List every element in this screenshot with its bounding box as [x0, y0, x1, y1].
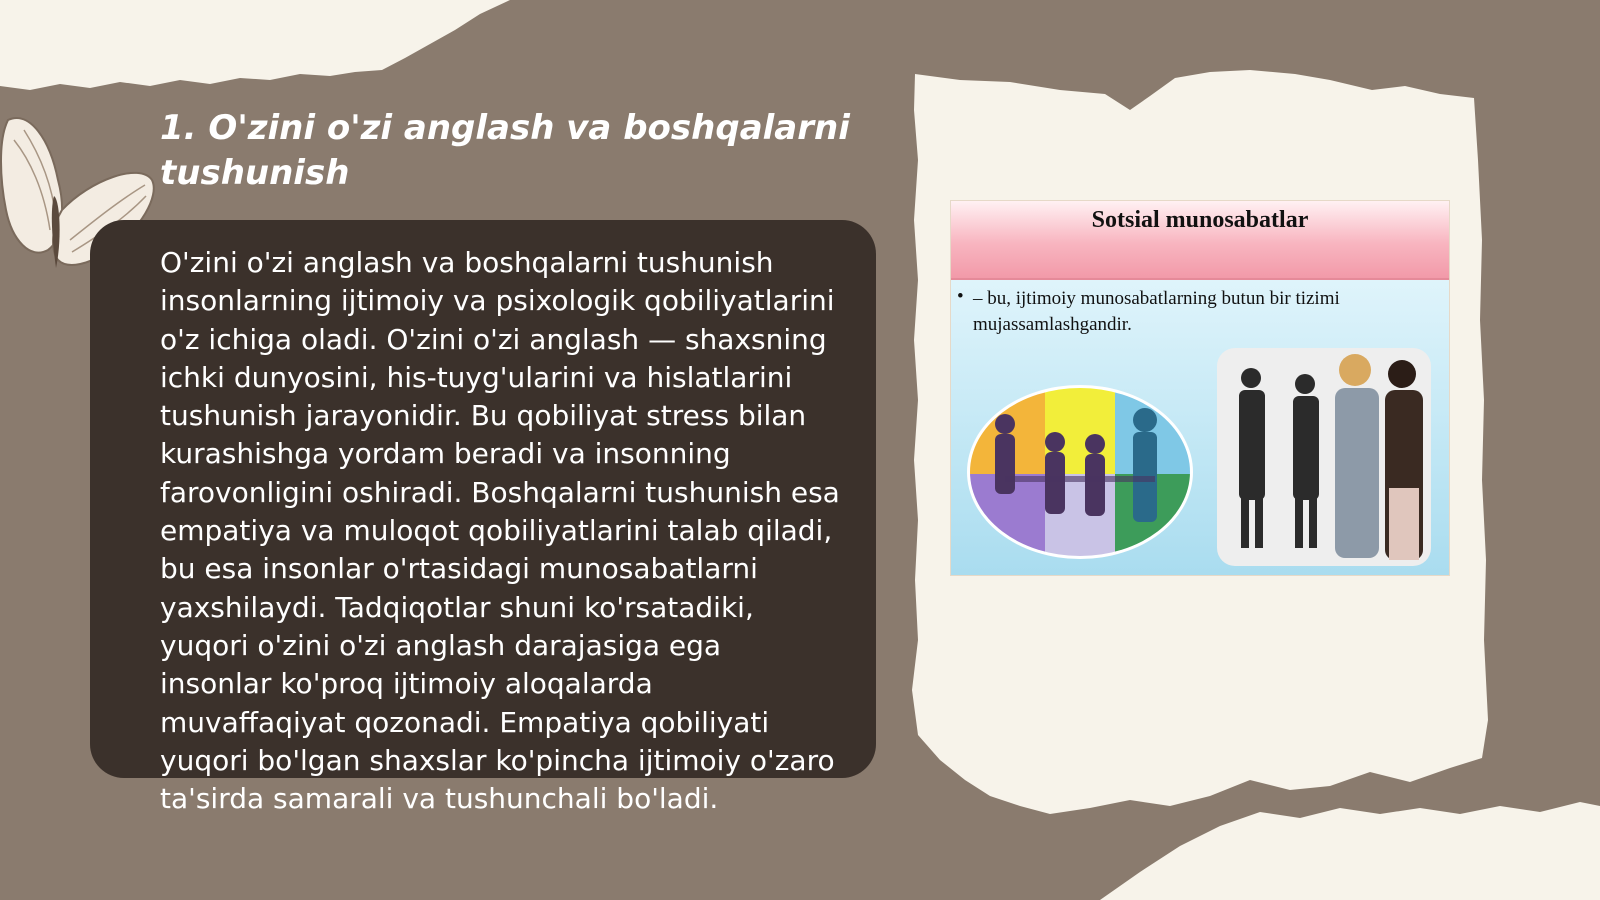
embedded-slide-header [951, 201, 1449, 280]
embedded-slide-title: Sotsial munosabatlar [1091, 207, 1309, 233]
puzzle-people-illustration [965, 384, 1195, 560]
business-people-photo [1217, 348, 1431, 566]
torn-paper-bottom [1100, 802, 1600, 900]
slide-body-text: O'zini o'zi anglash va boshqalarni tushunish insonlarning ijtimoiy va psixologik qobiliyatlarini o'z ichiga oladi. O'zini o'zi anglash — shaxsning ichki dunyosini, his-tuyg'ularini va hislatlarini tushunish jarayonidir. Bu qobiliyat stress bilan kurashishga yordam beradi va insonning farovonligini oshiradi. Boshqalarni tushunish esa empatiya va muloqot qobiliyatlarini talab qiladi, bu esa insonlar o'rtasidagi munosabatlarni yaxshilaydi. Tadqiqotlar shuni ko'rsatadiki, yuqori o'zini o'zi anglash darajasiga ega insonlar ko'proq ijtimoiy aloqalarda muvaffaqiyat qozonadi. Empatiya qobiliyati yuqori bo'lgan shaxslar ko'pincha ijtimoiy o'zaro ta'sirda samarali va tushunchali bo'ladi. [160, 246, 840, 816]
embedded-slide-bullet-text: – bu, ijtimoiy munosabatlarning butun bir tizimi mujassamlashgandir. [973, 288, 1340, 335]
torn-paper-top [0, 0, 510, 90]
embedded-slide-image [950, 200, 1450, 576]
embedded-slide-body [951, 280, 1449, 576]
bullet-marker: • [957, 286, 964, 307]
slide-title: 1. O'zini o'zi anglash va boshqalarni tushunish [160, 108, 850, 193]
